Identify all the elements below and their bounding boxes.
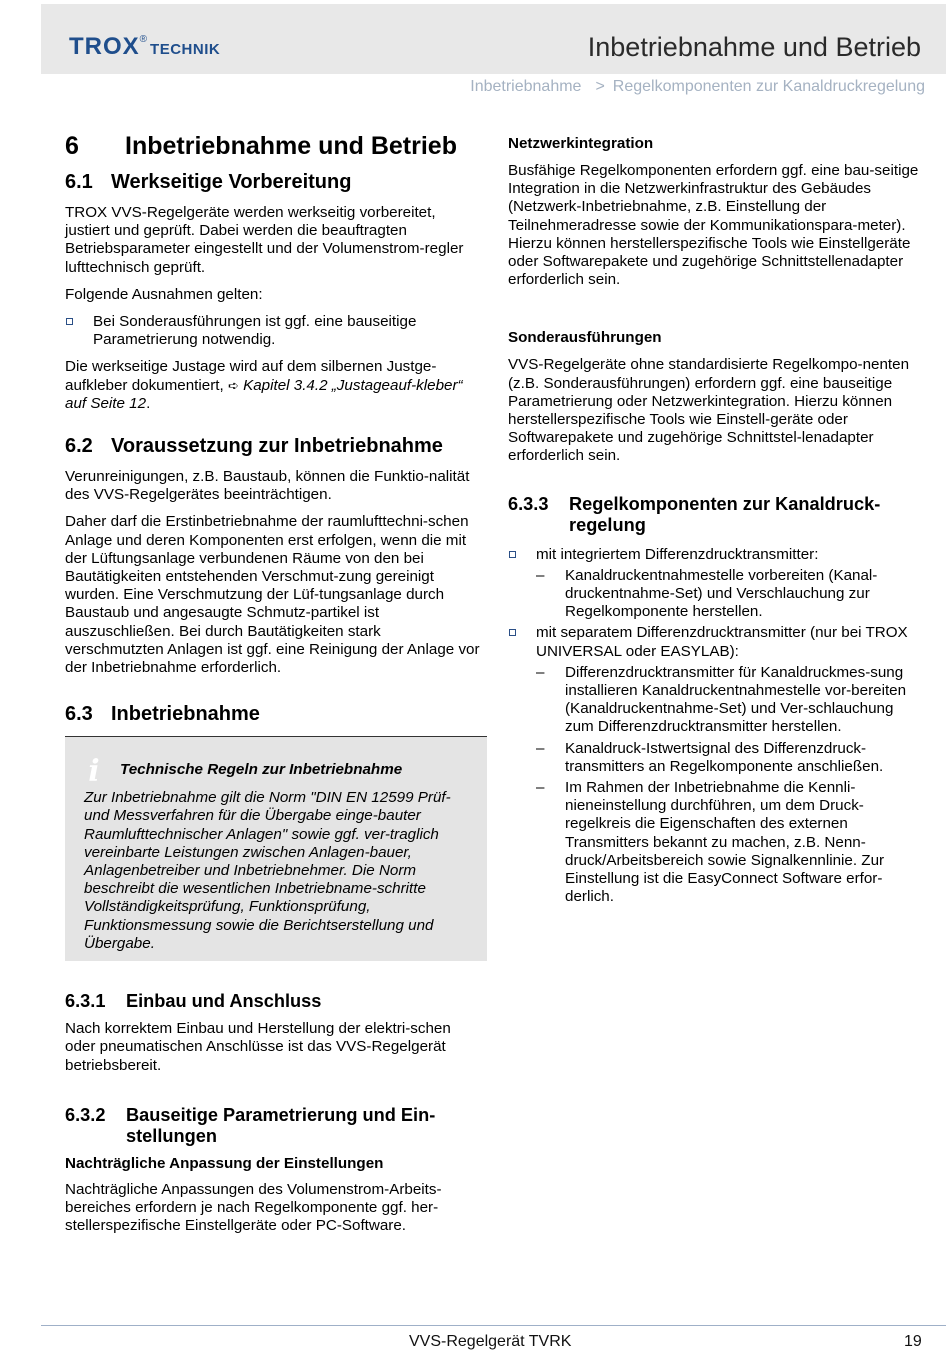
minor-heading: Sonderausführungen	[508, 329, 662, 347]
breadcrumb-separator: >	[595, 78, 605, 95]
paragraph: Nach korrektem Einbau und Herstellung der elektri-schen oder pneumatischen Anschlüsse ist das VVS-Regelgerät betriebsbereit.	[65, 1020, 451, 1074]
section-heading-6-2	[65, 435, 483, 458]
section-number: 6.3	[65, 703, 93, 726]
section-title: Voraussetzung zur Inbetriebnahme	[111, 435, 443, 458]
subsection-number: 6.3.2	[65, 1104, 106, 1125]
subsection-heading-6-3-2	[65, 1105, 483, 1147]
logo-registered: ®	[139, 34, 148, 45]
note-text: Zur Inbetriebnahme gilt die Norm "DIN EN 12599 Prüf- und Messverfahren für die Übergabe einge-bauter Raumlufttechnischer Anlagen" sowie ggf. ver-traglich vereinbarte Leistungen zwischen Anlagen-bauer, Anlagenbetreiber und Inbetriebnehmer. Die Norm beschreibt die wesentlichen Inbetriebname-schritte Vollständigkeitsprüfung, Funktionsprüfung, Funktionsmessung sowie die Berichtserstellung und Übergabe.	[84, 789, 451, 952]
paragraph: VVS-Regelgeräte ohne standardisierte Regelkompo-nenten (z.B. Sonderausführungen) erfordern ggf. eine bauseitige Parametrierung oder Netzwerkintegration. Hierzu können herstellerspezifische Tools wie Einstell-geräte oder Softwarepakete und zugehörige Schnittstel-lenadapter erforderlich sein.	[508, 356, 910, 465]
dash-list	[536, 664, 923, 907]
logo-trox: TROX	[69, 33, 140, 60]
list-item	[508, 624, 923, 906]
page-header	[41, 4, 946, 74]
subsection-title: Regelkomponenten zur Kanaldruck-regelung	[569, 493, 881, 535]
subsection-number: 6.3.1	[65, 991, 106, 1012]
paragraph: Verunreinigungen, z.B. Baustaub, können die Funktio-nalität des VVS-Regelgerätes beeinträchtigen.	[65, 468, 470, 504]
chapter-title: Inbetriebnahme und Betrieb	[125, 132, 457, 160]
minor-heading: Nachträgliche Anpassung der Einstellungen	[65, 1154, 384, 1172]
left-column	[65, 128, 483, 1235]
section-title: Werkseitige Vorbereitung	[111, 171, 352, 193]
info-icon: i	[88, 754, 100, 790]
paragraph: Busfähige Regelkomponenten erfordern ggf. eine bau-seitige Integration in die Netzwerkinfrastruktur des Gebäudes (Netzwerk-Inbetriebnahme, z.B. Einstellung der Teilnehmeradresse sowie der Kommunikationspara-meter). Hierzu können herstellerspezifische Tools wie Einstellgeräte oder Softwarepakete und zugehörige Schnittstellenadapter erforderlich sein.	[508, 162, 919, 289]
arrow-link-icon: ➪	[227, 377, 239, 393]
bullet-list	[65, 313, 483, 349]
paragraph: Nachträgliche Anpassungen des Volumenstrom-Arbeits-bereiches erfordern je nach Regelkomponente ggf. her-stellerspezifische Einstellgeräte oder PC-Software.	[65, 1180, 442, 1235]
footer-divider	[41, 1325, 946, 1326]
subsection-number: 6.3.3	[508, 493, 549, 514]
subsection-heading-6-3-3	[508, 494, 923, 536]
breadcrumb-item-2: Regelkomponenten zur Kanaldruckregelung	[612, 78, 925, 95]
paragraph: TROX VVS-Regelgeräte werden werkseitig vorbereitet, justiert und geprüft. Dabei werden die beauftragten Betriebsparameter eingestellt und der Volumenstrom-regler lufttechnisch geprüft.	[65, 204, 464, 276]
section-title: Inbetriebnahme	[111, 703, 260, 726]
dash-item: – Differenzdrucktransmitter für Kanaldruckmes-sung installieren Kanaldruckentnahmestelle vor-bereiten (Kanaldruckentnahme-Set) und Ver-schlauchung zum Differenzdrucktransmitter herstellen.	[536, 664, 923, 737]
paragraph: Daher darf die Erstinbetriebnahme der raumlufttechni-schen Anlage und deren Komponenten erst erfolgen, wenn die mit der Lüftungsanlage verbundenen Räume von den bei Bautätigkeiten entstehenden Verschmut-zung gereinigt wurden. Eine Verschmutzung der Lüf-tungsanlage durch Baustaub und angesaugte Schmutz-partikel ist auszuschließen. Bei durch Bautätigkeiten stark verschmutzten Anlagen ist ggf. eine Reinigung der Anlage vor der Inbetriebnahme erforderlich.	[65, 513, 480, 677]
section-heading-6-1	[65, 171, 483, 194]
trox-logo	[69, 33, 220, 59]
paragraph: Folgende Ausnahmen gelten:	[65, 285, 263, 303]
dash-item: – Kanaldruckentnahmestelle vorbereiten (Kanal-druckentnahme-Set) und Verschlauchung zur Regelkomponente herstellen.	[536, 567, 923, 622]
list-item	[508, 546, 923, 622]
breadcrumb-item-1: Inbetriebnahme	[470, 78, 582, 95]
dash-item: – Kanaldruck-Istwertsignal des Differenzdruck-transmitters an Regelkomponente anschließen.	[536, 740, 923, 776]
list-item-text: mit integriertem Differenzdrucktransmitter:	[536, 545, 819, 563]
section-heading-6-3	[65, 703, 483, 726]
header-title: Inbetriebnahme und Betrieb	[587, 32, 921, 62]
breadcrumb	[470, 78, 925, 96]
dash-list	[536, 567, 923, 622]
chapter-heading	[65, 132, 483, 161]
dash-item: – Im Rahmen der Inbetriebnahme die Kennli-nieneinstellung durchführen, um dem Druck-regelkreis die Eigenschaften des externen Transmitters bekannt zu machen, z.B. Nenn-druck/Arbeitsbereich sowie Signalkennlinie. Zur Einstellung ist die EasyConnect Software erfor-derlich.	[536, 779, 923, 906]
minor-heading: Netzwerkintegration	[508, 135, 654, 152]
right-column	[508, 128, 923, 916]
list-item-text: mit separatem Differenzdrucktransmitter (nur bei TROX UNIVERSAL oder EASYLAB):	[536, 624, 908, 660]
paragraph-end: .	[146, 394, 151, 412]
cross-reference-link[interactable]: Kapitel 3.4.2 „Justageauf-kleber“ auf Seite 12	[65, 376, 463, 412]
info-note-box	[65, 736, 487, 961]
paragraph-justage	[65, 358, 483, 413]
chapter-number: 6	[65, 132, 79, 160]
subsection-title: Einbau und Anschluss	[126, 991, 322, 1012]
list-item: Bei Sonderausführungen ist ggf. eine bauseitige Parametrierung notwendig.	[65, 313, 483, 349]
subsection-heading-6-3-1	[65, 991, 483, 1012]
subsection-title: Bauseitige Parametrierung und Ein-stellungen	[126, 1104, 436, 1146]
section-number: 6.2	[65, 435, 93, 458]
footer-doc-title: VVS-Regelgerät TVRK	[409, 1333, 572, 1350]
page-number: 19	[904, 1333, 922, 1350]
logo-technik: TECHNIK	[150, 41, 221, 58]
paragraph-text: Die werkseitige Justage wird auf dem silbernen Justge-aufkleber dokumentiert,	[65, 358, 437, 394]
bullet-list	[508, 546, 923, 907]
section-number: 6.1	[65, 171, 93, 193]
note-title: Technische Regeln zur Inbetriebnahme	[120, 761, 403, 779]
